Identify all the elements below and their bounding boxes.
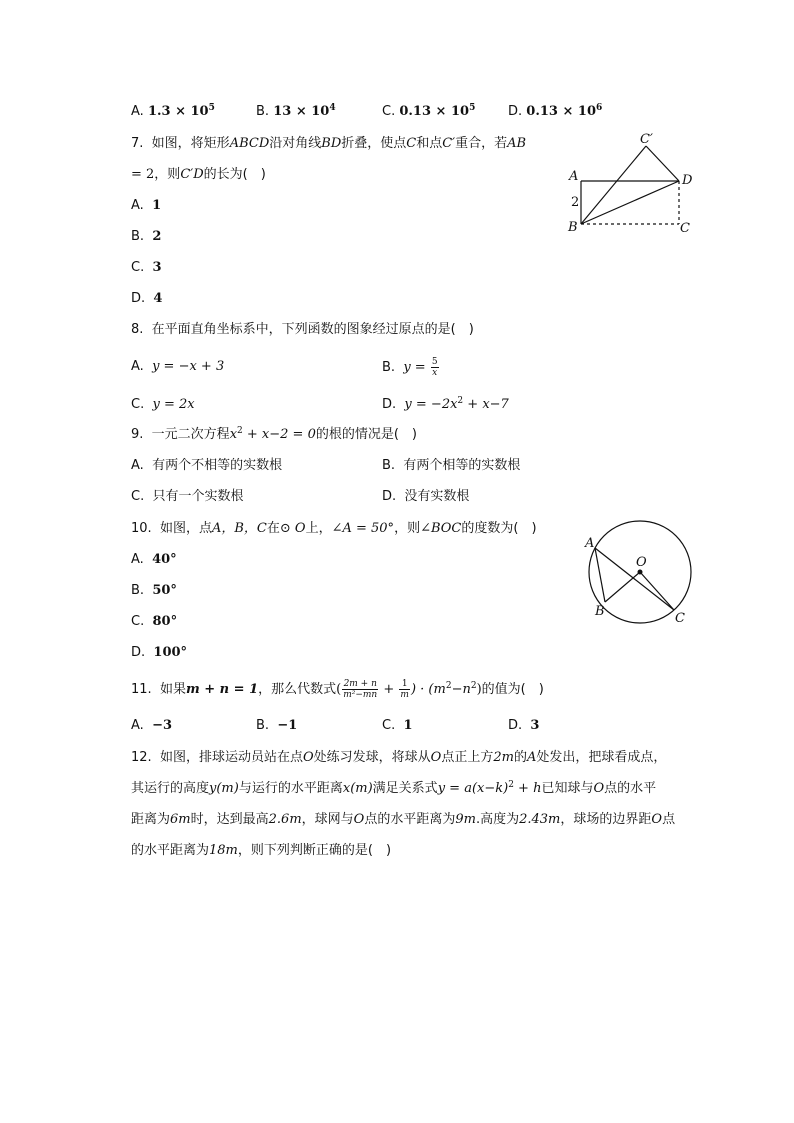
segment: 点的水平距离为 [364, 812, 456, 827]
segment: ，球网与 [301, 812, 354, 827]
segment: 点 [662, 812, 676, 827]
q6-option-d: D. $0.13 \times 10^6$ [508, 103, 603, 119]
q12-line4-content [131, 843, 391, 858]
segment: 点正上方 [441, 750, 494, 765]
q10-radius-ob [605, 572, 640, 602]
segment: O [302, 750, 314, 765]
q10-label-b: B [595, 604, 605, 619]
q7-label-b: B [568, 220, 578, 235]
segment: O [593, 781, 605, 796]
segment: O [651, 812, 663, 827]
q10-option-b: B. 50° [131, 583, 177, 598]
segment: ，则下列判断正确的是( ) [237, 843, 392, 858]
segment: 9m [455, 812, 476, 827]
segment: 处练习发球，将球从 [313, 750, 431, 765]
q6-option-a-value: $1.3 \times 10^5$ [147, 103, 215, 119]
q6-option-c: C. $0.13 \times 10^5$ [382, 103, 476, 119]
q8-option-d: D. $y = -2x^2 + x-7$ [382, 396, 509, 412]
segment: 已知球与 [541, 781, 594, 796]
q6-option-b: B. $13 \times 10^4$ [256, 103, 336, 119]
q7-stem-line1: 7. 如图，将矩形ABCD沿对角线BD折叠，使点C和点C′重合，若AB [131, 136, 527, 151]
q6-option-b-value: $13 \times 10^4$ [273, 103, 336, 119]
q11-option-b: B. −1 [256, 718, 298, 733]
q7-label-d: D [682, 173, 693, 188]
segment: + h [513, 781, 542, 796]
q12-line3-content [131, 812, 675, 827]
q7-segment-bd [581, 181, 679, 224]
q10-label-a: A [585, 536, 595, 551]
q7-label-side: 2 [571, 195, 580, 210]
q11-option-d: D. 3 [508, 718, 540, 733]
q7-label-c: C [680, 221, 690, 236]
q10-stem: 10. 如图，点A，B，C在⊙ O上，∠A = 50°，则∠BOC的度数为( ) [131, 521, 537, 536]
q12-stem-line4 [131, 841, 391, 861]
q9-option-c: C. 只有一个实数根 [131, 489, 244, 504]
q7-segment-cprimed [646, 146, 679, 181]
q8-option-b-fraction: $\frac{5}{x}$ [431, 357, 438, 378]
q12-stem-line3 [131, 810, 675, 830]
q7-label-cprime: C′ [640, 132, 653, 147]
q6-option-c-value: $0.13 \times 10^5$ [399, 103, 476, 119]
segment: 6m [170, 812, 191, 827]
q10-option-d: D. 100° [131, 645, 188, 660]
q9-option-a: A. 有两个不相等的实数根 [131, 458, 283, 473]
segment: ，球场的边界距 [560, 812, 652, 827]
q11-fraction-1: $\frac{2m + n}{\text{m²−mn}}$ [343, 679, 378, 700]
segment: x(m) [342, 781, 373, 796]
segment: 点的水平 [604, 781, 657, 796]
q10-radius-oc [640, 572, 674, 610]
q9-option-d: D. 没有实数根 [382, 489, 470, 504]
q7-rectangle-fold-figure [560, 128, 700, 238]
q10-circle-figure [580, 516, 700, 628]
q7-segment-bcprime [581, 146, 646, 224]
q12-stem-line1: 12. 如图，排球运动员站在点O处练习发球，将球从O点正上方2m的A处发出，把球看成点， [131, 750, 667, 765]
q7-label-a: A [569, 169, 579, 184]
q10-label-o: O [636, 555, 647, 570]
segment: 2.6m [268, 812, 302, 827]
q11-option-a: A. −3 [131, 718, 173, 733]
q8-option-b: B. y = $\frac{5}{x}$ [382, 357, 438, 378]
q8-stem: 8. 在平面直角坐标系中，下列函数的图象经过原点的是( ) [131, 322, 474, 337]
q8-option-a: A. y = −x + 3 [131, 359, 225, 374]
segment: 的 [513, 750, 527, 765]
q7-option-b: B. 2 [131, 229, 162, 244]
segment: 距离为 [131, 812, 171, 827]
segment: .高度为 [475, 812, 520, 827]
q12-line1-content [160, 750, 666, 765]
q7-stem-line2: = 2，则C′D的长为( ) [131, 167, 266, 182]
q7-option-c: C. 3 [131, 260, 162, 275]
segment: y = a(x−k) [437, 781, 509, 796]
q6-option-d-value: $0.13 \times 10^6$ [526, 103, 603, 119]
segment: 满足关系式 [372, 781, 438, 796]
q11-option-c: C. 1 [382, 718, 413, 733]
q9-stem: 9. 一元二次方程$x^2 + x-2 = 0$的根的情况是( ) [131, 426, 418, 442]
segment: 与运行的水平距离 [238, 781, 343, 796]
segment: 如图，排球运动员站在点 [159, 750, 303, 765]
q9-option-b: B. 有两个相等的实数根 [382, 458, 521, 473]
segment: O [430, 750, 442, 765]
q10-label-c: C [675, 611, 685, 626]
q10-option-c: C. 80° [131, 614, 178, 629]
segment: 时，达到最高 [190, 812, 269, 827]
q10-chord-ab [595, 548, 605, 602]
q7-option-a: A. 1 [131, 198, 162, 213]
segment: A [526, 750, 537, 765]
segment: 2 [508, 780, 514, 790]
q10-option-a: A. 40° [131, 552, 177, 567]
segment: 其运行的高度 [131, 781, 210, 796]
segment: y(m) [209, 781, 239, 796]
segment: 的水平距离为 [131, 843, 210, 858]
q11-stem: 11. 如果m + n = 1，那么代数式( $\frac{2m + n}{\text{m²−mn}}$ + $\frac{1}{m}$ ) · $(m^2-n^2)$的值为( ) [131, 679, 544, 700]
q11-fraction-2: $\frac{1}{m}$ [400, 679, 409, 700]
q10-center-dot [638, 570, 643, 575]
q12-line2-content [131, 781, 656, 796]
segment: 2.43m [519, 812, 561, 827]
q7-option-d: D. 4 [131, 291, 163, 306]
q8-option-c: C. y = 2x [131, 397, 195, 412]
segment: 2m [493, 750, 514, 765]
segment: 18m [209, 843, 238, 858]
q6-option-a: A. $1.3 \times 10^5$ [131, 103, 215, 119]
segment: O [353, 812, 365, 827]
q12-stem-line2 [131, 779, 656, 799]
segment: 处发出，把球看成点， [536, 750, 667, 765]
